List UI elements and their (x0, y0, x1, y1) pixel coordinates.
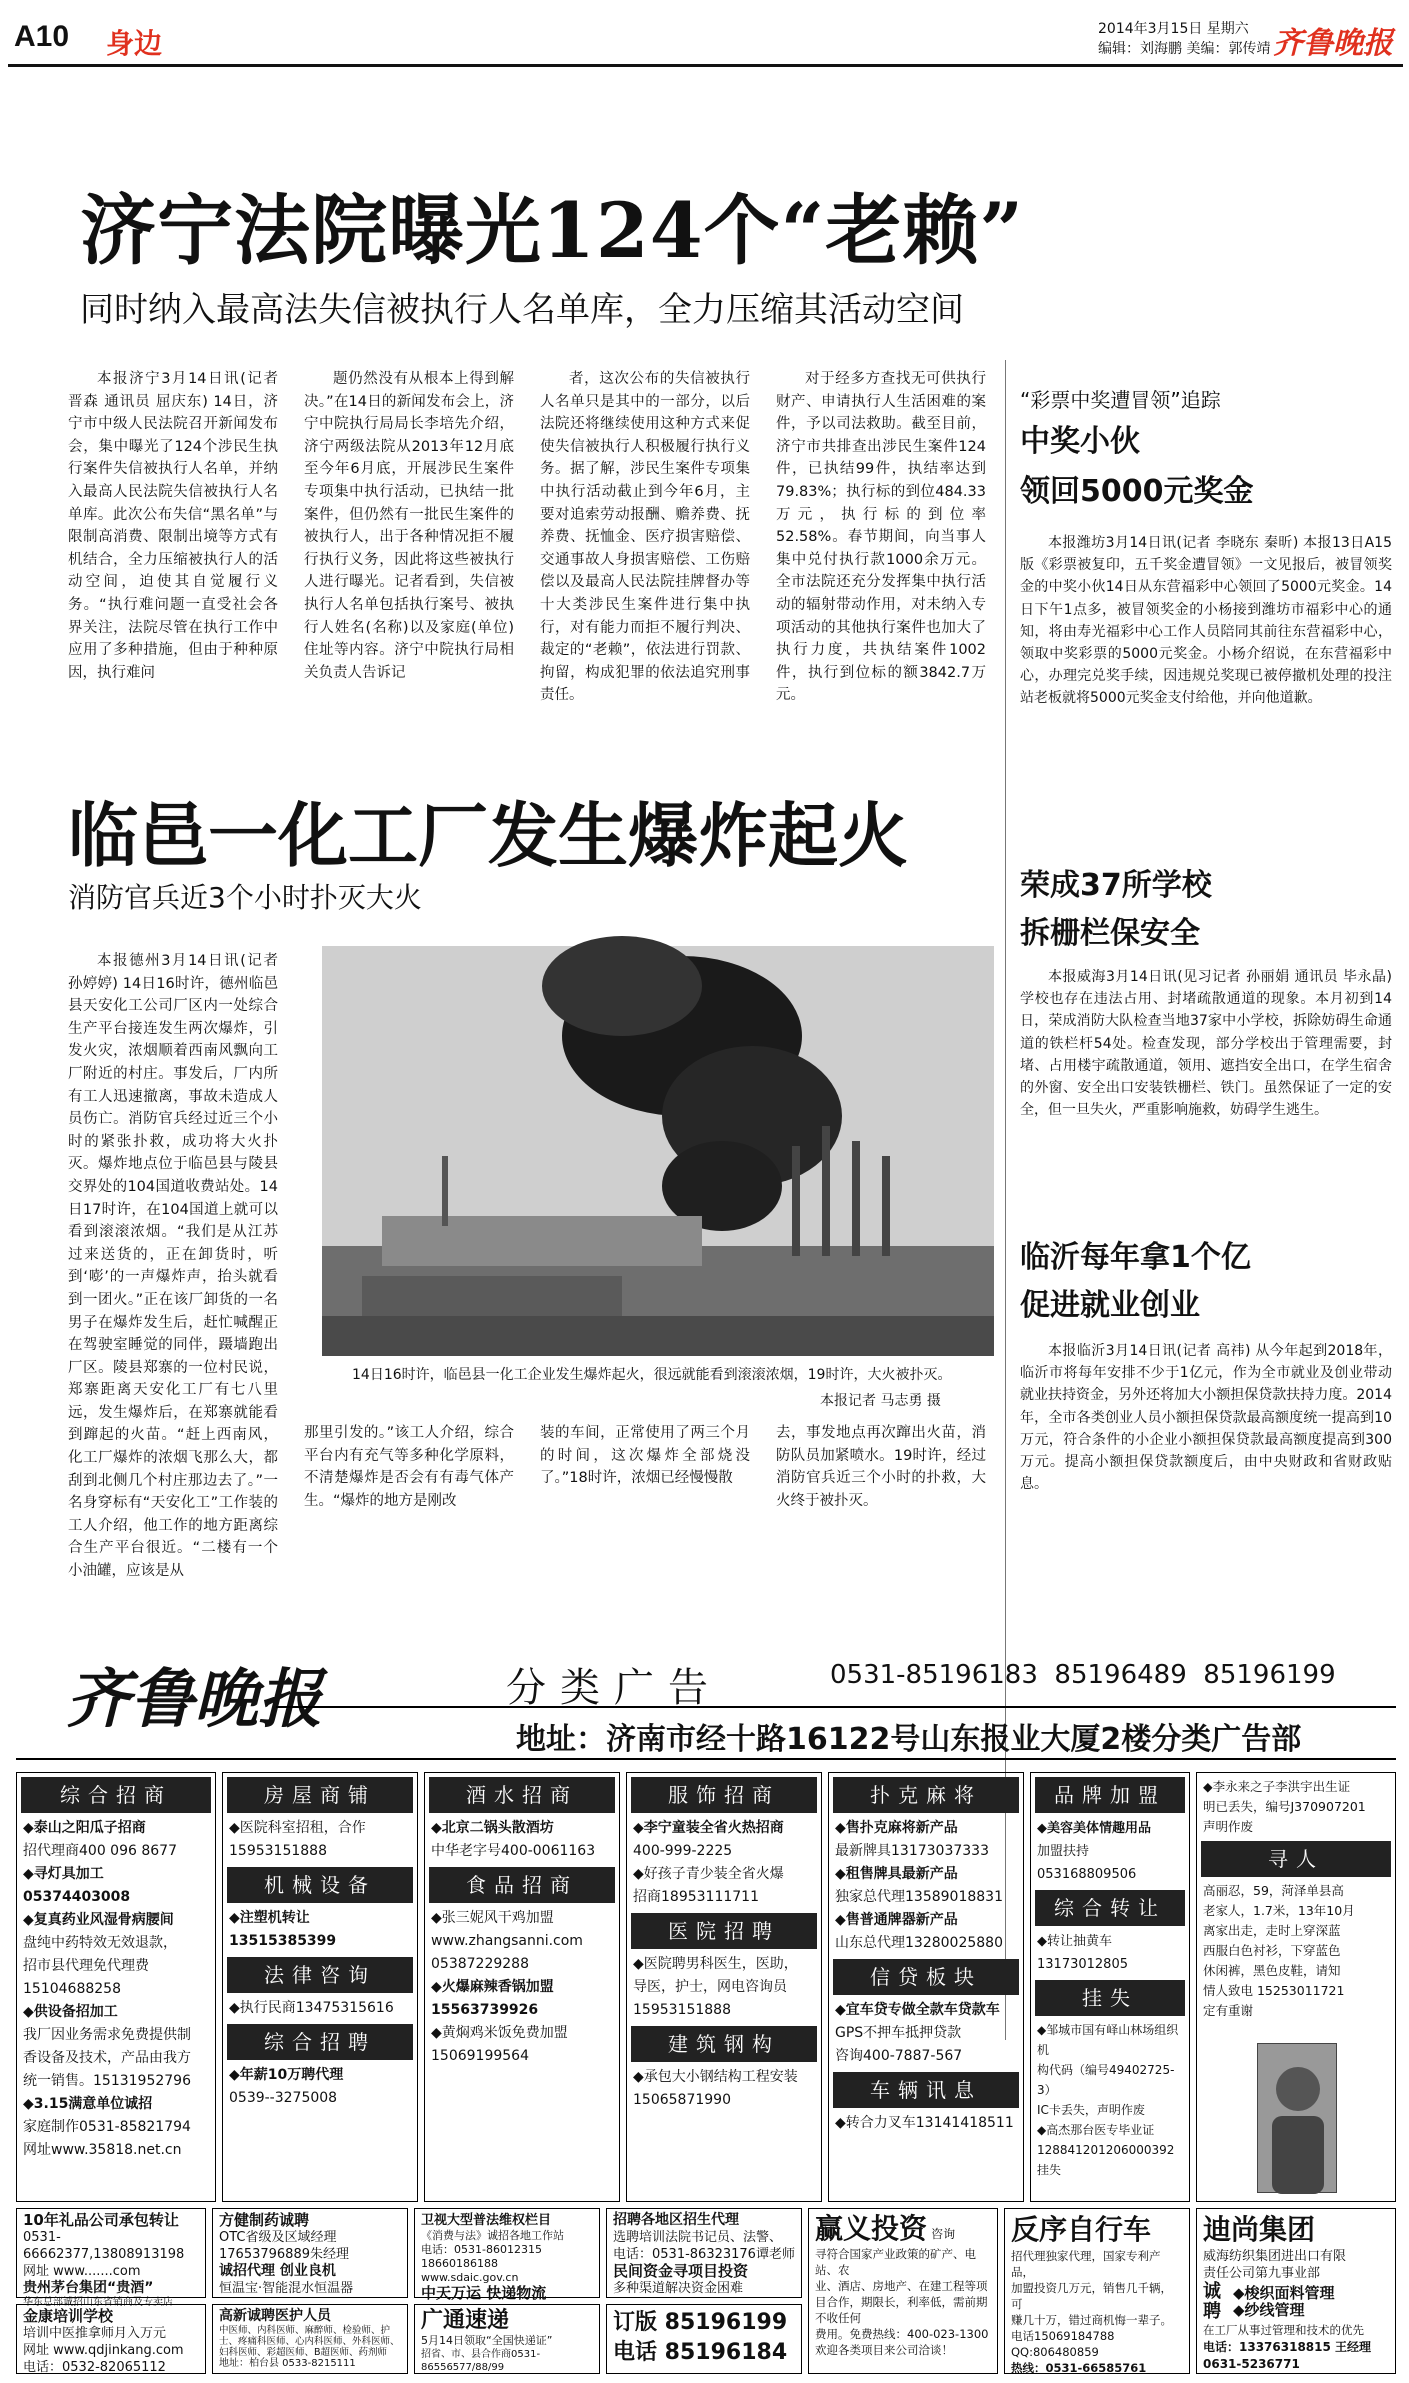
ad-pharma: 方健制药诚聘 OTC省级及区域经理 17653796889朱经理 诚招代理 创业良机 恒温宝·智能混水恒温器 (212, 2208, 408, 2298)
side1-title-line1: 中奖小伙 (1020, 424, 1140, 459)
ad-yingyi-investment: 赢义投资 咨询 寻符合国家产业政策的矿产、电站、农 业、酒店、房地产、在建工程等项 目合作，期限长，利率低，需前期不收任何 费用。免费热线：400-023-1300 欢迎各类项目来公司洽谈！ (808, 2208, 998, 2374)
side3-title-line1: 临沂每年拿1个亿 (1020, 1240, 1251, 1275)
ad-guangtong-express: 广通速递 5月14日领取“全国快递证” 招省、市、县合作商0531-86556577/88/99 (414, 2304, 600, 2374)
side2-title-line1: 荣成37所学校 (1020, 868, 1212, 903)
explosion-photo (322, 946, 994, 1356)
classified-col5: 扑克麻将 ◆售扑克麻将新产品 最新牌具13173037333 ◆租售牌具最新产品 独家总代理13589018831 ◆售普通牌器新产品 山东总代理13280025880 信贷板块 ◆宜车贷专做全款车贷款车 GPS不押车抵押贷款 咨询400-7887-567 车辆讯息 ◆转合力叉车13141418511 (828, 1772, 1024, 2202)
classified-phones: 0531-85196183 85196489 85196199 (830, 1660, 1336, 1690)
category-label: 综合招商 (21, 1777, 211, 1813)
article1-col4: 对于经多方查找无可供执行财产、申请执行人生活困难的案件，予以司法救助。截至目前，济宁市共排查出涉民生案件124件，已执结99件，执结率达到79.83%；执行标的到位484.33万元，执行标的到位率52.58%。春节期间，向当事人集中兑付执行款1000余万元。全市法院还充分发挥集中执行活动的辐射带动作用，对未纳入专项活动的其他执行案件也加大了执行力度，共执结案件1002件，执行到位标的额3842.7万元。 (776, 371, 986, 704)
header-rule (8, 64, 1403, 67)
article2-subtitle: 消防官兵近3个小时扑灭大火 (68, 881, 422, 914)
article1-col3: 者，这次公布的失信被执行人名单只是其中的一部分，以后法院还将继续使用这种方式来促使失信被执行人积极履行执行义务。据了解，涉民生案件专项集中执行活动截止到今年6月，主要对追索劳动报酬、赡养费、抚养费、抚恤金、医疗损害赔偿、交通事故人身损害赔偿、工伤赔偿以及最高人民法院挂牌督办等十大类涉民生案件进行集中执行，对有能力而拒不履行判决、裁定的“老赖”，依法进行罚款、拘留，构成犯罪的依法追究刑事责任。 (540, 371, 750, 704)
side2-title-line2: 拆栅栏保安全 (1020, 916, 1200, 951)
section-name: 身边 (106, 27, 163, 60)
classified-address: 地址：济南市经十路16122号山东报业大厦2楼分类广告部 (516, 1722, 1302, 1757)
side2-body: 本报威海3月14日讯(见习记者 孙丽娟 通讯员 毕永晶) 学校也存在违法占用、封堵疏散通道的现象。本月初到14日，荣成消防大队检查当地37家中小学校，拆除妨碍生命通道的铁栏杆54处。检查发现，部分学校出于管理需要，封堵、占用楼宇疏散通道，领用、遮挡安全出口，在学生宿舍的外窗、安全出口安装铁栅栏、铁门。虽然保证了一定的安全，但一旦失火，严重影响施救，妨碍学生逃生。 (1020, 969, 1392, 1119)
article1-title: 济宁法院曝光124个“老赖” (80, 186, 1025, 275)
classified-col4: 服饰招商 ◆李宁童装全省火热招商 400-999-2225 ◆好孩子青少装全省火爆 招商18953111711 医院招聘 ◆医院聘男科医生，医助， 导医，护士，网电咨询员 15953151888 建筑钢构 ◆承包大小钢结构工程安装 15065871990 (626, 1772, 822, 2202)
classified-title: 分类广告 (506, 1665, 722, 1711)
side3-title-line2: 促进就业创业 (1020, 1288, 1200, 1323)
category-label: 寻人 (1201, 1841, 1391, 1877)
classified-col6: 品牌加盟 ◆美容美体情趣用品 加盟扶持053168809506 综合转让 ◆转让抽黄车13173012805 挂失 ◆邹城市国有峄山林场组织机 构代码（编号49402725-3） IC卡丢失，声明作废 ◆高杰那台医专毕业证 128841201206000392挂失 (1030, 1772, 1190, 2202)
category-label: 医院招聘 (631, 1913, 817, 1949)
category-label: 综合转让 (1035, 1890, 1185, 1926)
ad-gift-company: 10年礼品公司承包转让 0531-66662377,13808913198 网址 www.......com 贵州茅台集团“贵酒” 华东总部诚招山东省销商及专卖店 (16, 2208, 206, 2298)
ad-lines: ◆泰山之阳瓜子招商 招代理商400 096 8677 ◆寻灯具加工05374403008 ◆复真药业风湿骨病腰间 盘纯中药特效无效退款， 招市县代理免代理费 15104688258 ◆供设备招加工 我厂因业务需求免费提供制 香设备及技术，产品由我方 统一销售。15131952796 ◆3.15满意单位诚招 家庭制作0531-85821794 网址www.35818.net.cn (23, 1820, 191, 2158)
missing-person-photo (1257, 2043, 1337, 2193)
page-number: A10 (14, 20, 70, 53)
classified-col7: ◆李永来之子李洪宇出生证 明已丢失，编号J370907201 声明作废 寻人 高丽忍，59，菏泽单县高 老家人，1.7米，13年10月 离家出走，走时上穿深蓝 西服白色衬衫，下穿蓝色 休闲裤，黑色皮鞋，请知 情人致电 15253011721 定有重谢 (1196, 1772, 1396, 2202)
article2-left-column: 本报德州3月14日讯(记者 孙婷婷) 14日16时许，德州临邑县天安化工公司厂区内一处综合生产平台接连发生两次爆炸，引发火灾，浓烟顺着西南风飘向工厂附近的村庄。事发后，厂内所有工人迅速撤离，事故未造成人员伤亡。消防官兵经过近三个小时的紧张扑救，成功将大火扑灭。爆炸地点位于临邑县与陵县交界处的104国道收费站处。14日17时许，在104国道上就可以看到滚滚浓烟。“我们是从江苏过来送货的，正在卸货时，听到‘嘭’的一声爆炸声，抬头就看到一团火。”正在该厂卸货的一名男子在爆炸发生后，赶忙喊醒正在驾驶室睡觉的同伴，蹑墙跑出厂区。陵县郑寨的一位村民说，郑寨距离天安化工厂有七八里远，发生爆炸后，在郑寨就能看到蹿起的火苗。“赶上西南风，化工厂爆炸的浓烟飞那么大，都刮到北侧几个村庄那边去了。”一名身穿标有“天安化工”工作装的工人介绍，他工作的地方距离综合生产平台很近。“二楼有一个小油罐，应该是从 (68, 953, 278, 1580)
category-label: 综合招聘 (227, 2024, 413, 2060)
ad-subscription-phones: 订版 85196199 电话 85196184 (606, 2304, 802, 2374)
article1-col1: 本报济宁3月14日讯(记者 晋森 通讯员 屈庆东) 14日，济宁市中级人民法院召开新闻发布会，集中曝光了124个涉民生执行案件失信被执行人名单，并纳入最高人民法院失信被执行人名单库。此次公布失信“黑名单”与限制高消费、限制出境等方式有机结合，全力压缩被执行人的活动空间，迫使其自觉履行义务。“执行难问题一直受社会各界关注，法院尽管在执行工作中应用了多种措施，但由于种种原因，执行难问 (68, 371, 278, 681)
category-label: 酒水招商 (429, 1777, 615, 1813)
category-label: 食品招商 (429, 1867, 615, 1903)
article1-col2: 题仍然没有从根本上得到解决。”在14日的新闻发布会上，济宁中院执行局局长李培先介绍，济宁两级法院从2013年12月底至今年6月底，开展涉民生案件专项集中执行活动，已执结一批案件，但仍然有一批民生案件的被执行人，出于各种情况拒不履行执行义务，因此将这些被执行人进行曝光。记者看到，失信被执行人名单包括执行案号、被执行人姓名(名称)以及家庭(单位)住址等内容。济宁中院执行局相关负责人告诉记 (304, 371, 514, 681)
explosion-photo-illustration (322, 946, 994, 1356)
category-label: 机械设备 (227, 1867, 413, 1903)
article2-bottom-col2: 装的车间，正常使用了两三个月的时间，这次爆炸全部烧没了。”18时许，浓烟已经慢慢散 (540, 1425, 750, 1487)
classified-col2: 房屋商铺 ◆医院科室招租，合作 15953151888 机械设备 ◆注塑机转让13515385399 法律咨询 ◆执行民商13475315616 综合招聘 ◆年薪10万聘代理 0539--3275008 (222, 1772, 418, 2202)
classified-header (16, 1640, 1396, 1760)
header-bar (8, 18, 1403, 60)
ad-reverse-bicycle: 反序自行车 招代理独家代理，国家专利产品， 加盟投资几万元，销售几千辆，可 赚几十万，错过商机悔一辈子。 电话15069184788 QQ:806480859 热线：0531-66585761 (1004, 2208, 1190, 2374)
side3-body: 本报临沂3月14日讯(记者 高祎) 从今年起到2018年，临沂市将每年安排不少于1亿元，作为全市就业及创业带动就业扶持资金，另外还将加大小额担保贷款扶持力度。2014年，全市各类创业人员小额担保贷款最高额度统一提高到10万元，符合条件的小企业小额担保贷款最高额度提高到300万元。提高小额担保贷款额度后，由中央财政和省财政贴息。 (1020, 1343, 1392, 1493)
category-label: 品牌加盟 (1035, 1777, 1185, 1813)
classified-address-bar (276, 1706, 1396, 1757)
article2-bottom-col3: 去，事发地点再次蹿出火苗，消防队员加紧喷水。19时许，经过消防官兵近三个小时的扑救，大火终于被扑灭。 (776, 1425, 986, 1509)
article2-title: 临邑一化工厂发生爆炸起火 (68, 794, 908, 877)
category-label: 建筑钢构 (631, 2026, 817, 2062)
category-label: 车辆讯息 (833, 2072, 1019, 2108)
article2-bottom-col1: 那里引发的。”该工人介绍，综合平台内有充气等多种化学原料，不清楚爆炸是否会有有毒气体产生。“爆炸的地方是刚改 (304, 1425, 514, 1509)
ad-tv-legal: 卫视大型普法维权栏目 《消费与法》诚招各地工作站 电话：0531-86012315 18660186188 www.sdaic.gov.cn 中天万运 快递物流 (414, 2208, 600, 2298)
masthead: 齐鲁晚报 (1273, 26, 1393, 61)
category-label: 法律咨询 (227, 1957, 413, 1993)
classified-col3: 酒水招商 ◆北京二锅头散酒坊 中华老字号400-0061163 食品招商 ◆张三妮风干鸡加盟 www.zhangsanni.com 05387229288 ◆火爆麻辣香锅加盟 15563739926 ◆黄焖鸡米饭免费加盟 15069199564 (424, 1772, 620, 2202)
person-portrait-icon (1258, 2044, 1338, 2194)
category-label: 信贷板块 (833, 1959, 1019, 1995)
photo-credit: 本报记者 马志勇 摄 (820, 1393, 941, 1409)
side1-title-line2: 领回5000元奖金 (1020, 474, 1254, 509)
photo-caption: 14日16时许，临邑县一化工企业发生爆炸起火，很远就能看到滚滚浓烟，19时许，大火被扑灭。 (352, 1367, 952, 1383)
ad-recruit-agents: 招聘各地区招生代理 选聘培训法院书记员、法警、 电话：0531-86323176谭老师 民间资金寻项目投资 多种渠道解决资金困难 (606, 2208, 802, 2298)
date-line: 2014年3月15日 星期六 (1098, 21, 1249, 37)
side1-body: 本报潍坊3月14日讯(记者 李晓东 秦昕) 本报13日A15版《彩票被复印，五千奖金遭冒领》一文见报后，被冒领奖金的中奖小伙14日从东营福彩中心领回了5000元奖金。14日下午1点多，被冒领奖金的小杨接到潍坊市福彩中心的通知，将由寿光福彩中心工作人员陪同其前往东营福彩中心，领取中奖彩票的5000元奖金。小杨介绍说，在东营福彩中心，办理完兑奖手续，因违规兑奖现已被停撤机处理的投注站老板就将5000元奖金支付给他，并向他道歉。 (1020, 535, 1392, 707)
ad-gaoxin-medical: 高新诚聘医护人员 中医师、内科医师、麻醉师、检验师、护 士、疼痛科医师、心内科医师、外科医师、 妇科医师、彩超医师、B超医师、药剂师 地址：柏台县 0533-8215111 (212, 2304, 408, 2374)
ad-dishang-group: 迪尚集团 威海纺织集团进出口有限 责任公司第九事业部 诚聘 ◆梭织面料管理 ◆纱线管理 在工厂从事过管理和技术的优先 电话：13376318815 王经理 0631-5236771 (1196, 2208, 1396, 2374)
classified-logo: 齐鲁晚报 (66, 1662, 322, 1737)
category-label: 房屋商铺 (227, 1777, 413, 1813)
article1-subtitle: 同时纳入最高法失信被执行人名单库，全力压缩其活动空间 (80, 290, 964, 330)
category-label: 挂失 (1035, 1980, 1185, 2016)
classified-col1 (16, 1772, 216, 2202)
category-label: 扑克麻将 (833, 1777, 1019, 1813)
editor-line: 编辑：刘海鹏 美编：郭传靖 (1098, 41, 1271, 57)
category-label: 服饰招商 (631, 1777, 817, 1813)
side1-kicker: “彩票中奖遭冒领”追踪 (1020, 388, 1221, 412)
ad-jinkang-school: 金康培训学校 培训中医推拿师月入万元 网址 www.qdjinkang.com 电话：0532-82065112 (16, 2304, 206, 2374)
